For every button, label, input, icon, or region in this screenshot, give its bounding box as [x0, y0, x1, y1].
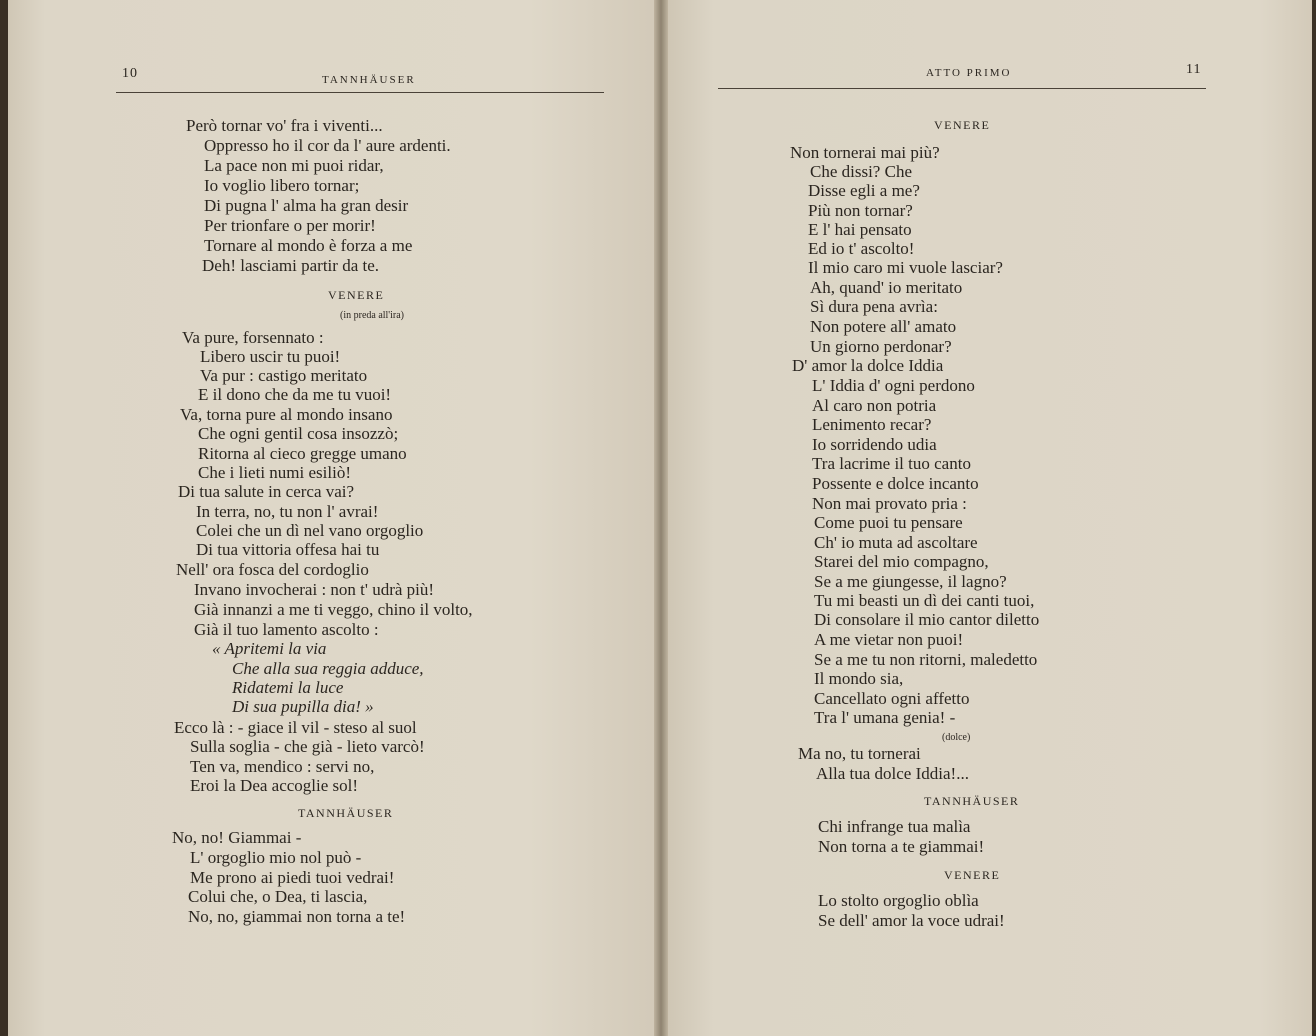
verse-line: Va pur : castigo meritato	[200, 366, 368, 385]
verse-line: No, no, giammai non torna a te!	[188, 907, 406, 926]
left-edge	[0, 0, 8, 1036]
verse-line: Già il tuo lamento ascolto :	[194, 620, 379, 639]
right-edge	[1312, 0, 1316, 1036]
right-page-number: 11	[1186, 62, 1202, 77]
verse-line: Di sua pupilla dia! »	[232, 697, 374, 716]
verse-line: L' orgoglio mio nol può -	[190, 848, 362, 867]
verse-line: Possente e dolce incanto	[812, 474, 979, 493]
verse-line: Già innanzi a me ti veggo, chino il volto,	[194, 600, 473, 619]
verse-line: Non tornerai mai più?	[790, 143, 940, 162]
verse-line: Se dell' amor la voce udrai!	[818, 911, 1005, 930]
verse-line: Ecco là : - giace il vil - steso al suol	[174, 718, 417, 737]
verse-line: Starei del mio compagno,	[814, 552, 989, 571]
verse-line: L' Iddia d' ogni perdono	[812, 376, 975, 395]
verse-line: Se a me giungesse, il lagno?	[814, 572, 1007, 591]
speaker-name: TANNHÄUSER	[924, 794, 1020, 808]
stage-direction: (dolce)	[942, 732, 971, 743]
verse-line: Me prono ai piedi tuoi vedrai!	[190, 868, 395, 887]
verse-line: E il dono che da me tu vuoi!	[198, 385, 392, 404]
verse-line: Un giorno perdonar?	[810, 337, 952, 356]
verse-line: Che ogni gentil cosa insozzò;	[198, 424, 399, 443]
verse-line: Io sorridendo udia	[812, 435, 937, 454]
verse-line: Di tua salute in cerca vai?	[178, 482, 355, 501]
verse-line: Ten va, mendico : servi no,	[190, 757, 375, 776]
speaker-name: VENERE	[944, 868, 1001, 882]
verse-line: Però tornar vo' fra i viventi...	[186, 116, 383, 135]
verse-line: Come puoi tu pensare	[814, 513, 963, 532]
verse-line: Sulla soglia - che già - lieto varcò!	[190, 737, 425, 756]
verse-line: Eroi la Dea accoglie sol!	[190, 776, 359, 795]
verse-line: Ah, quand' io meritato	[810, 278, 963, 297]
verse-line: Colui che, o Dea, ti lascia,	[188, 887, 368, 906]
verse-line: Libero uscir tu puoi!	[200, 347, 341, 366]
verse-line: Che alla sua reggia adduce,	[232, 659, 424, 678]
verse-line: Lenimento recar?	[812, 415, 932, 434]
verse-line: Va pure, forsennato :	[182, 328, 324, 347]
verse-line: Non mai provato pria :	[812, 494, 967, 513]
verse-line: Ma no, tu tornerai	[798, 744, 921, 763]
verse-line: Io voglio libero tornar;	[204, 176, 360, 195]
right-running-head: ATTO PRIMO	[926, 67, 1012, 79]
verse-line: Che i lieti numi esiliò!	[198, 463, 351, 482]
verse-line: Tu mi beasti un dì dei canti tuoi,	[814, 591, 1035, 610]
verse-line: Ed io t' ascolto!	[808, 239, 915, 258]
verse-line: In terra, no, tu non l' avrai!	[196, 502, 379, 521]
verse-line: Più non tornar?	[808, 201, 913, 220]
verse-line: Oppresso ho il cor da l' aure ardenti.	[204, 136, 451, 155]
stage-direction: (in preda all'ira)	[340, 310, 404, 321]
verse-line: Disse egli a me?	[808, 181, 920, 200]
verse-line: Tra lacrime il tuo canto	[812, 454, 971, 473]
speaker-name: TANNHÄUSER	[298, 806, 394, 820]
verse-line: Che dissi? Che	[810, 162, 912, 181]
verse-line: Il mio caro mi vuole lasciar?	[808, 258, 1003, 277]
right-header-rule	[718, 88, 1206, 89]
verse-line: Di pugna l' alma ha gran desir	[204, 196, 409, 215]
verse-line: Deh! lasciami partir da te.	[202, 256, 380, 275]
verse-line: Cancellato ogni affetto	[814, 689, 970, 708]
verse-line: Per trionfare o per morir!	[204, 216, 376, 235]
verse-line: « Apritemi la via	[212, 639, 327, 658]
verse-line: E l' hai pensato	[808, 220, 912, 239]
verse-line: D' amor la dolce Iddia	[792, 356, 944, 375]
verse-line: Se a me tu non ritorni, maledetto	[814, 650, 1038, 669]
verse-line: Colei che un dì nel vano orgoglio	[196, 521, 424, 540]
book-gutter	[654, 0, 668, 1036]
verse-line: Alla tua dolce Iddia!...	[816, 764, 969, 783]
verse-line: Ridatemi la luce	[232, 678, 344, 697]
verse-line: Chi infrange tua malìa	[818, 817, 971, 836]
verse-line: Di tua vittoria offesa hai tu	[196, 540, 380, 559]
verse-line: Tornare al mondo è forza a me	[204, 236, 413, 255]
verse-line: Non torna a te giammai!	[818, 837, 985, 856]
left-page-number: 10	[122, 66, 138, 81]
verse-line: Ritorna al cieco gregge umano	[198, 444, 407, 463]
verse-line: Invano invocherai : non t' udrà più!	[194, 580, 435, 599]
left-header-rule	[116, 92, 604, 93]
verse-line: A me vietar non puoi!	[814, 630, 964, 649]
speaker-name: VENERE	[328, 288, 385, 302]
speaker-name: VENERE	[934, 118, 991, 132]
verse-line: Ch' io muta ad ascoltare	[814, 533, 978, 552]
verse-line: No, no! Giammai -	[172, 828, 302, 847]
verse-line: Lo stolto orgoglio oblìa	[818, 891, 979, 910]
verse-line: Nell' ora fosca del cordoglio	[176, 560, 369, 579]
verse-line: Va, torna pure al mondo insano	[180, 405, 393, 424]
verse-line: Il mondo sia,	[814, 669, 904, 688]
verse-line: Tra l' umana genia! -	[814, 708, 956, 727]
verse-line: Di consolare il mio cantor diletto	[814, 610, 1040, 629]
verse-line: Sì dura pena avrìa:	[810, 297, 938, 316]
verse-line: Al caro non potria	[812, 396, 937, 415]
left-running-head: TANNHÄUSER	[322, 74, 416, 86]
verse-line: La pace non mi puoi ridar,	[204, 156, 384, 175]
verse-line: Non potere all' amato	[810, 317, 957, 336]
